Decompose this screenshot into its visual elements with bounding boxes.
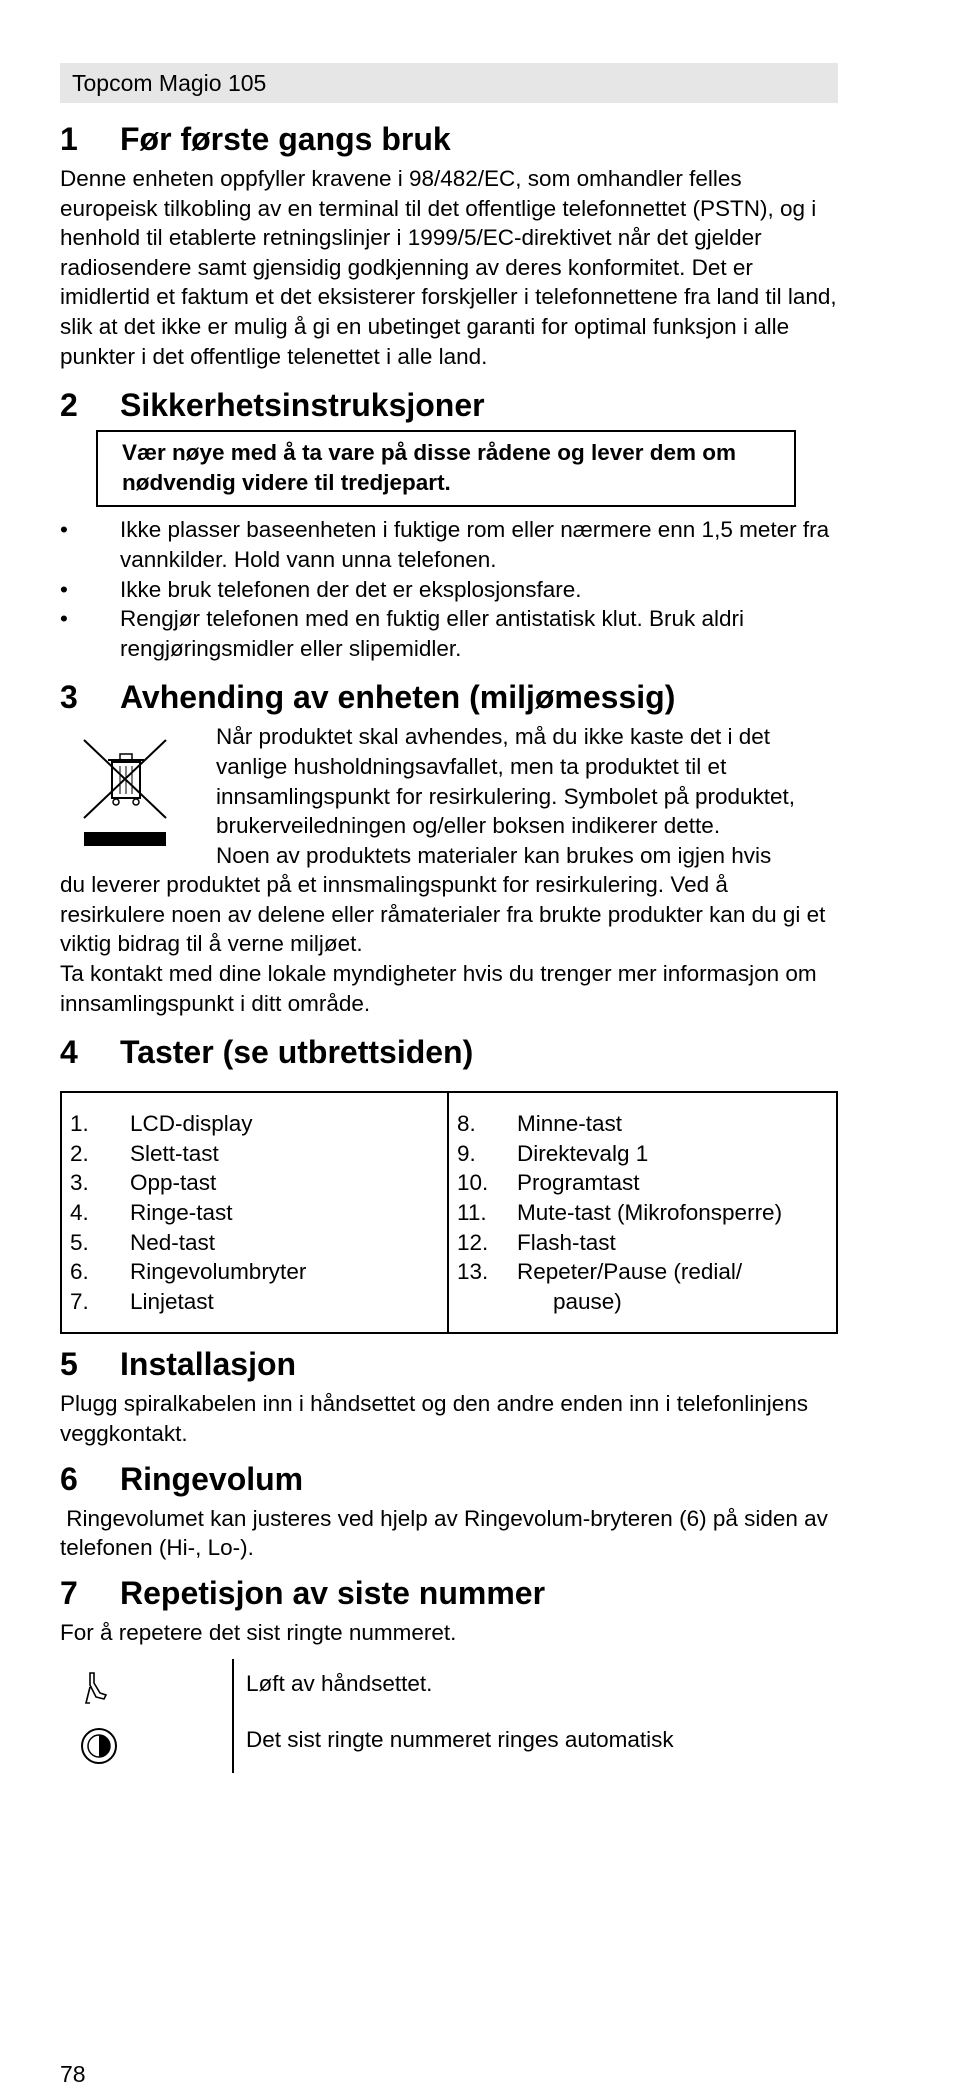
key-row: 10. Programtast (457, 1170, 640, 1196)
redial-steps (60, 1659, 838, 1780)
safety-bullet-list (60, 515, 838, 663)
key-row: 11. Mute-tast (Mikrofonsperre) (457, 1200, 783, 1226)
list-item: • Ikke bruk telefonen der det er eksplosjonsfare. (60, 576, 582, 602)
keys-table (60, 1091, 838, 1334)
running-header: Topcom Magio 105 (60, 63, 838, 103)
section-6-body: Ringevolumet kan justeres ved hjelp av Ringevolum-bryteren (6) på siden av telefonen (Hi-, Lo-). (60, 1505, 835, 1561)
section-7-body: For å repetere det sist ringte nummeret. (60, 1619, 457, 1645)
keys-column-left (62, 1093, 449, 1332)
handset-lift-icon (84, 1671, 108, 1710)
section-heading-4: 4 Taster (se utbrettsiden) (60, 1034, 474, 1071)
key-row: 3. Opp-tast (70, 1170, 217, 1196)
redial-button-icon (80, 1727, 118, 1770)
disposal-para-1: Når produktet skal avhendes, må du ikke kaste det i det vanlige husholdningsavfallet, men ta produktet til et innsamlingspunkt for resirkulering. Symbolet på produktet, brukerveiledningen og/eller boksen indikerer dette. (216, 724, 796, 839)
key-row: 9. Direktevalg 1 (457, 1140, 649, 1166)
section-heading-2: 2 Sikkerhetsinstruksjoner (60, 387, 485, 424)
safety-notice-box: Vær nøye med å ta vare på disse rådene og lever dem om nødvendig videre til tredjepart. (96, 430, 796, 507)
key-row: 7. Linjetast (70, 1288, 214, 1314)
key-row: 5. Ned-tast (70, 1229, 216, 1255)
key-row: 1. LCD-display (70, 1111, 253, 1137)
key-row: 6. Ringevolumbryter (70, 1259, 307, 1285)
disposal-block (60, 722, 838, 1018)
disposal-para-3: Ta kontakt med dine lokale myndigheter hvis du trenger mer informasjon om innsamlingspunkt i ditt område. (60, 961, 817, 1016)
manual-page (60, 63, 838, 1781)
disposal-para-2-indent: Noen av produktets materialer kan brukes om igjen hvis (216, 842, 772, 868)
step-1-text: Løft av håndsettet. (246, 1671, 433, 1697)
section-heading-7: 7 Repetisjon av siste nummer (60, 1574, 546, 1611)
page-number: 78 (60, 2061, 86, 2087)
section-heading-1: 1 Før første gangs bruk (60, 121, 451, 157)
key-row: 12. Flash-tast (457, 1229, 616, 1255)
key-row: 2. Slett-tast (70, 1140, 219, 1166)
step-2-text: Det sist ringte nummeret ringes automatisk (246, 1726, 674, 1752)
section-heading-6: 6 Ringevolum (60, 1460, 304, 1497)
keys-column-right (449, 1093, 836, 1332)
list-item: • Rengjør telefonen med en fuktig eller antistatisk klut. Bruk aldri rengjøringsmidler eller slipemidler. (60, 606, 745, 661)
section-5-body: Plugg spiralkabelen inn i håndsettet og den andre enden inn i telefonlinjens veggkontakt. (60, 1391, 809, 1446)
section-heading-5: 5 Installasjon (60, 1346, 297, 1383)
weee-crossed-bin-icon (80, 732, 170, 848)
key-row: pause) (553, 1288, 622, 1314)
key-row: 4. Ringe-tast (70, 1200, 233, 1226)
list-item: • Ikke plasser baseenheten i fuktige rom eller nærmere enn 1,5 meter fra vannkilder. Hold vann unna telefonen. (60, 517, 830, 572)
disposal-para-2: du leverer produktet på et innsmalingspunkt for resirkulering. Ved å resirkulere noen av delene eller råmaterialer fra brukte produkter kan du gi et viktig bidrag til å verne miljøet. (60, 872, 826, 957)
section-1-body: Denne enheten oppfyller kravene i 98/482/EC, som omhandler felles europeisk tilkobling av en terminal til det offentlige telefonnettet (PSTN), og i henhold til etablerte retningslinjer i 1999/5/EC-direktivet når det gjelder radiosendere samt gjensidig godkjenning av deres konformitet. Det er imidlertid et faktum et det eksisterer forskjeller i telefonnettene fra land til land, slik at det ikke er mulig å gi en ubetinget garanti for optimal funksjon i alle punkter i det offentlige telenettet i alle land. (60, 166, 837, 369)
section-heading-3: 3 Avhending av enheten (miljømessig) (60, 679, 676, 716)
key-row: 8. Minne-tast (457, 1111, 623, 1137)
key-row: 13. Repeter/Pause (redial/ (457, 1259, 743, 1285)
